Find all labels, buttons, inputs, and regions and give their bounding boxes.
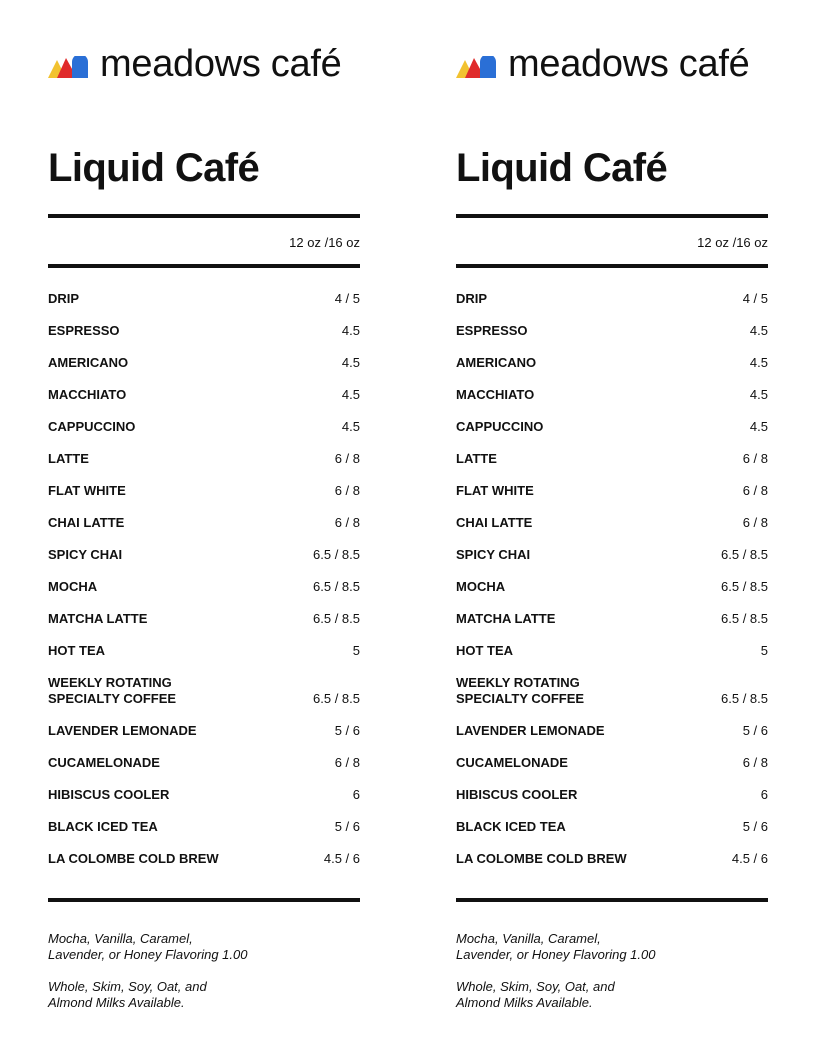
item-name: WEEKLY ROTATING SPECIALTY COFFEE xyxy=(456,675,585,706)
item-name: CHAI LATTE xyxy=(456,515,533,530)
item-price: 5 xyxy=(760,643,768,658)
menu-item xyxy=(456,347,768,379)
menu-item xyxy=(48,779,360,811)
menu-item xyxy=(48,315,360,347)
item-price: 4.5 xyxy=(341,419,360,434)
menu-item xyxy=(456,443,768,475)
item-price: 6.5 / 8.5 xyxy=(313,579,360,594)
item-name: CUCAMELONADE xyxy=(456,755,568,770)
item-name: ESPRESSO xyxy=(48,323,120,338)
milk-note: Whole, Skim, Soy, Oat, and Almond Milks Available. xyxy=(456,979,615,1010)
menu-item xyxy=(456,379,768,411)
divider-top xyxy=(456,214,768,218)
item-name: MOCHA xyxy=(48,579,98,594)
divider-bottom xyxy=(456,898,768,902)
menu-items xyxy=(456,283,768,875)
item-price: 4.5 xyxy=(341,387,360,402)
item-name: LA COLOMBE COLD BREW xyxy=(456,851,627,866)
item-price: 6 xyxy=(760,787,768,802)
logo-mark-icon xyxy=(456,56,498,78)
menu-item xyxy=(48,507,360,539)
item-price: 5 / 6 xyxy=(334,723,360,738)
item-name: BLACK ICED TEA xyxy=(456,819,566,834)
item-price: 5 / 6 xyxy=(334,819,360,834)
milk-note: Whole, Skim, Soy, Oat, and Almond Milks Available. xyxy=(48,979,207,1010)
logo-mark-icon xyxy=(48,56,90,78)
menu-item xyxy=(456,315,768,347)
item-name: HIBISCUS COOLER xyxy=(48,787,170,802)
item-name: DRIP xyxy=(48,291,80,306)
menu-item xyxy=(48,475,360,507)
item-price: 6.5 / 8.5 xyxy=(313,547,360,562)
menu-item xyxy=(48,715,360,747)
menu-item xyxy=(48,347,360,379)
item-price: 6 / 8 xyxy=(334,515,360,530)
item-name: CAPPUCCINO xyxy=(456,419,544,434)
flavoring-note: Mocha, Vanilla, Caramel, Lavender, or Honey Flavoring 1.00 xyxy=(456,931,656,962)
item-price: 6 / 8 xyxy=(742,755,768,770)
item-price: 4.5 xyxy=(749,355,768,370)
item-name: SPICY CHAI xyxy=(48,547,123,562)
menu-item xyxy=(456,603,768,635)
item-name: AMERICANO xyxy=(456,355,537,370)
item-name: LA COLOMBE COLD BREW xyxy=(48,851,219,866)
item-name: CUCAMELONADE xyxy=(48,755,160,770)
menu-item xyxy=(48,539,360,571)
menu-item xyxy=(456,571,768,603)
item-price: 6 / 8 xyxy=(334,755,360,770)
menu-title: Liquid Café xyxy=(48,146,260,190)
brand-name: meadows café xyxy=(100,43,342,85)
item-name: FLAT WHITE xyxy=(48,483,126,498)
item-name: MATCHA LATTE xyxy=(456,611,556,626)
item-price: 4 / 5 xyxy=(742,291,768,306)
menu-item xyxy=(48,571,360,603)
item-price: 6.5 / 8.5 xyxy=(721,611,768,626)
item-name: BLACK ICED TEA xyxy=(48,819,158,834)
item-price: 6 / 8 xyxy=(742,515,768,530)
item-price: 4.5 / 6 xyxy=(731,851,768,866)
item-name: CHAI LATTE xyxy=(48,515,125,530)
item-name: DRIP xyxy=(456,291,488,306)
menu-item xyxy=(48,603,360,635)
menu-item xyxy=(456,475,768,507)
menu-item xyxy=(456,747,768,779)
menu-item xyxy=(456,843,768,875)
menu-card-right xyxy=(456,0,768,1056)
menu-item xyxy=(48,811,360,843)
item-price: 6.5 / 8.5 xyxy=(721,691,768,706)
item-name: FLAT WHITE xyxy=(456,483,534,498)
item-price: 4.5 xyxy=(749,387,768,402)
item-price: 6 xyxy=(352,787,360,802)
item-price: 5 / 6 xyxy=(742,723,768,738)
item-name: LATTE xyxy=(456,451,497,466)
item-price: 6 / 8 xyxy=(742,483,768,498)
item-name: HIBISCUS COOLER xyxy=(456,787,578,802)
item-price: 4.5 xyxy=(749,323,768,338)
brand-name: meadows café xyxy=(508,43,750,85)
menu-item xyxy=(48,411,360,443)
menu-item xyxy=(456,411,768,443)
item-name: LAVENDER LEMONADE xyxy=(48,723,197,738)
menu-item xyxy=(48,379,360,411)
item-name: LATTE xyxy=(48,451,89,466)
menu-item xyxy=(456,507,768,539)
menu-item xyxy=(456,715,768,747)
item-name: MATCHA LATTE xyxy=(48,611,148,626)
menu-item xyxy=(456,779,768,811)
logo-blue-shape xyxy=(480,56,496,78)
item-name: WEEKLY ROTATING SPECIALTY COFFEE xyxy=(48,675,177,706)
size-header: 12 oz /16 oz xyxy=(289,235,360,250)
item-price: 5 xyxy=(352,643,360,658)
item-name: MACCHIATO xyxy=(456,387,535,402)
item-price: 4.5 xyxy=(341,323,360,338)
item-name: HOT TEA xyxy=(48,643,106,658)
item-price: 6.5 / 8.5 xyxy=(721,547,768,562)
brand-header xyxy=(48,43,360,86)
menu-item xyxy=(48,443,360,475)
menu-items xyxy=(48,283,360,875)
item-name: AMERICANO xyxy=(48,355,129,370)
menu-item xyxy=(456,635,768,667)
item-price: 4.5 xyxy=(749,419,768,434)
item-name: ESPRESSO xyxy=(456,323,528,338)
item-name: MACCHIATO xyxy=(48,387,127,402)
size-header: 12 oz /16 oz xyxy=(697,235,768,250)
menu-item xyxy=(456,283,768,315)
menu-card-left xyxy=(48,0,360,1056)
item-price: 6 / 8 xyxy=(742,451,768,466)
menu-item xyxy=(456,811,768,843)
item-price: 6.5 / 8.5 xyxy=(313,691,360,706)
item-price: 5 / 6 xyxy=(742,819,768,834)
menu-item xyxy=(48,635,360,667)
item-price: 4.5 / 6 xyxy=(323,851,360,866)
menu-title: Liquid Café xyxy=(456,146,668,190)
divider-bottom xyxy=(48,898,360,902)
divider-header xyxy=(456,264,768,268)
item-price: 6 / 8 xyxy=(334,451,360,466)
menu-item xyxy=(48,283,360,315)
item-name: MOCHA xyxy=(456,579,506,594)
item-price: 4 / 5 xyxy=(334,291,360,306)
item-name: CAPPUCCINO xyxy=(48,419,136,434)
brand-header xyxy=(456,43,768,86)
divider-top xyxy=(48,214,360,218)
item-price: 4.5 xyxy=(341,355,360,370)
menu-item xyxy=(48,667,360,715)
flavoring-note: Mocha, Vanilla, Caramel, Lavender, or Honey Flavoring 1.00 xyxy=(48,931,248,962)
item-name: LAVENDER LEMONADE xyxy=(456,723,605,738)
item-name: HOT TEA xyxy=(456,643,514,658)
divider-header xyxy=(48,264,360,268)
item-price: 6.5 / 8.5 xyxy=(313,611,360,626)
menu-item xyxy=(48,843,360,875)
item-price: 6.5 / 8.5 xyxy=(721,579,768,594)
item-name: SPICY CHAI xyxy=(456,547,531,562)
logo-blue-shape xyxy=(72,56,88,78)
menu-item xyxy=(456,667,768,715)
menu-item xyxy=(48,747,360,779)
item-price: 6 / 8 xyxy=(334,483,360,498)
menu-item xyxy=(456,539,768,571)
